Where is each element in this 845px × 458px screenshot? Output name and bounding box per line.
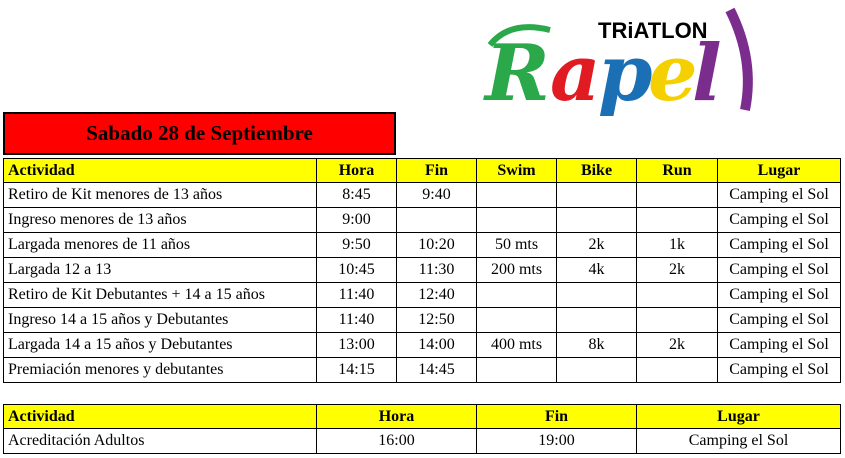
table-cell: Camping el Sol — [718, 308, 841, 333]
adults-col-hora: Hora — [317, 405, 477, 429]
logo-letter-p: p — [598, 28, 653, 118]
table-row — [4, 333, 841, 358]
table-row — [4, 233, 841, 258]
table-row — [4, 283, 841, 308]
table-cell: 10:45 — [317, 258, 397, 283]
table-cell: Camping el Sol — [718, 358, 841, 383]
table-cell: 9:00 — [317, 208, 397, 233]
table-cell: 50 mts — [477, 233, 557, 258]
table-cell — [637, 183, 718, 208]
table-cell — [477, 358, 557, 383]
table-cell: 200 mts — [477, 258, 557, 283]
table-cell: 11:30 — [397, 258, 477, 283]
col-actividad: Actividad — [4, 159, 317, 183]
table-cell — [557, 183, 637, 208]
table-cell — [637, 308, 718, 333]
table-cell — [477, 283, 557, 308]
table-cell — [557, 283, 637, 308]
table-cell — [637, 283, 718, 308]
table-cell — [397, 208, 477, 233]
table-cell: Camping el Sol — [718, 283, 841, 308]
adults-col-actividad: Actividad — [4, 405, 317, 429]
table-cell: 9:40 — [397, 183, 477, 208]
table-cell: 12:50 — [397, 308, 477, 333]
table-cell: 13:00 — [317, 333, 397, 358]
logo-stroke-l — [730, 10, 748, 110]
logo-letter-l: l — [692, 28, 722, 118]
table-cell: 14:00 — [397, 333, 477, 358]
table-cell: 10:20 — [397, 233, 477, 258]
table-cell: 4k — [557, 258, 637, 283]
table-row — [4, 358, 841, 383]
adults-col-lugar: Lugar — [637, 405, 841, 429]
table-cell: 400 mts — [477, 333, 557, 358]
table-cell: 8:45 — [317, 183, 397, 208]
table-cell: 1k — [637, 233, 718, 258]
table-cell: Premiación menores y debutantes — [4, 358, 317, 383]
table-cell: 11:40 — [317, 283, 397, 308]
col-lugar: Lugar — [718, 159, 841, 183]
col-bike: Bike — [557, 159, 637, 183]
triatlon-rapel-logo — [480, 0, 780, 118]
col-fin: Fin — [397, 159, 477, 183]
table-cell: Largada 12 a 13 — [4, 258, 317, 283]
table-row — [4, 258, 841, 283]
logo-letter-a: a — [550, 28, 601, 118]
table-cell — [557, 308, 637, 333]
table-row — [4, 308, 841, 333]
table-cell: Retiro de Kit menores de 13 años — [4, 183, 317, 208]
col-hora: Hora — [317, 159, 397, 183]
table-cell: Camping el Sol — [718, 333, 841, 358]
adults-col-fin: Fin — [477, 405, 637, 429]
table-cell — [557, 208, 637, 233]
table-cell: 2k — [637, 258, 718, 283]
table-cell: 14:15 — [317, 358, 397, 383]
col-swim: Swim — [477, 159, 557, 183]
table-row — [4, 429, 841, 454]
schedule-table — [3, 158, 841, 383]
schedule-header-row — [4, 159, 841, 183]
table-cell: Largada 14 a 15 años y Debutantes — [4, 333, 317, 358]
table-cell — [477, 208, 557, 233]
table-cell: Ingreso menores de 13 años — [4, 208, 317, 233]
table-cell: 14:45 — [397, 358, 477, 383]
table-cell: Camping el Sol — [637, 429, 841, 454]
date-banner — [3, 112, 396, 155]
table-cell: Camping el Sol — [718, 233, 841, 258]
table-cell: 9:50 — [317, 233, 397, 258]
table-row — [4, 183, 841, 208]
table-cell: Largada menores de 11 años — [4, 233, 317, 258]
table-cell: Ingreso 14 a 15 años y Debutantes — [4, 308, 317, 333]
logo-letter-e: e — [648, 28, 698, 118]
date-banner-text: Sabado 28 de Septiembre — [86, 121, 313, 145]
table-cell: 2k — [637, 333, 718, 358]
table-cell: Camping el Sol — [718, 208, 841, 233]
table-cell: Camping el Sol — [718, 183, 841, 208]
table-cell: 2k — [557, 233, 637, 258]
adults-header-row — [4, 405, 841, 429]
table-cell: Acreditación Adultos — [4, 429, 317, 454]
table-cell: 12:40 — [397, 283, 477, 308]
table-cell — [477, 183, 557, 208]
table-cell: Camping el Sol — [718, 258, 841, 283]
table-cell — [637, 208, 718, 233]
table-cell: 19:00 — [477, 429, 637, 454]
logo-letter-r: R — [485, 28, 550, 118]
table-cell: 11:40 — [317, 308, 397, 333]
table-row — [4, 208, 841, 233]
table-cell: 8k — [557, 333, 637, 358]
logo-small-text: TRiATLON — [598, 18, 708, 43]
table-cell — [557, 358, 637, 383]
table-cell — [477, 308, 557, 333]
table-cell: 16:00 — [317, 429, 477, 454]
adults-table — [3, 404, 841, 454]
table-cell: Retiro de Kit Debutantes + 14 a 15 años — [4, 283, 317, 308]
table-cell — [637, 358, 718, 383]
col-run: Run — [637, 159, 718, 183]
